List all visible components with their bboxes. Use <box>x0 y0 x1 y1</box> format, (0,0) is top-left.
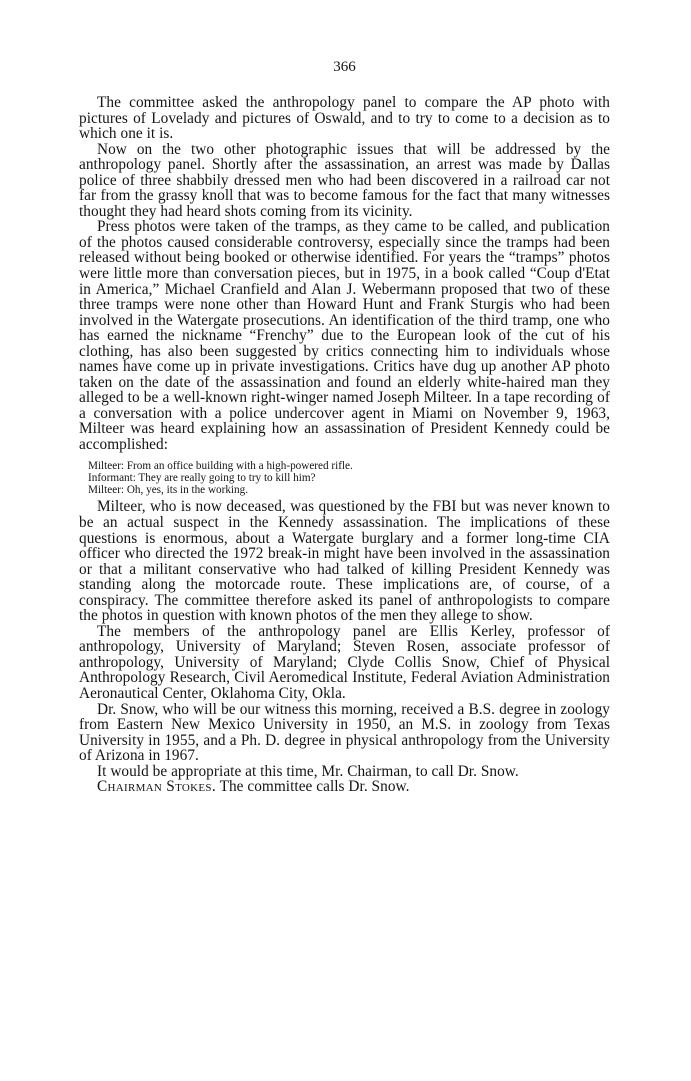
closing-text: The committee calls Dr. Snow. <box>215 778 410 796</box>
closing-statement <box>79 779 610 795</box>
speaker-name: Chairman Stokes. <box>97 778 216 796</box>
paragraph: Dr. Snow, who will be our witness this morning, received a B.S. degree in zoology from Eastern New Mexico University in 1950, an M.S. in zoology from Texas University in 1955, and a Ph. D. degree in physical anthropology from the University of Arizona in 1967. <box>79 700 610 765</box>
document-page <box>79 58 610 795</box>
paragraph: The members of the anthropology panel are Ellis Kerley, professor of anthropology, University of Maryland; Steven Rosen, associate professor of anthropology, University of Maryland; Clyde Collis Snow, Chief of Physical Anthropology Research, Civil Aeromedical Institute, Federal Aviation Administration Aeronautical Center, Oklahoma City, Okla. <box>79 622 610 703</box>
tape-transcript-excerpt <box>79 460 610 497</box>
paragraph: Milteer, who is now deceased, was questioned by the FBI but was never known to be an actual suspect in the Kennedy assassination. The implications of these questions is enormous, about a Watergate burglary and a former long-time CIA officer who directed the 1972 break-in might have been involved in the assassination or that a militant conservative who had talked of killing President Kennedy was standing along the motorcade route. These implications are, of course, of a conspiracy. The committee therefore asked its panel of anthropologists to compare the photos in question with known photos of the men they allege to show. <box>79 498 610 625</box>
transcript-line: Milteer: From an office building with a high-powered rifle. <box>88 459 353 472</box>
paragraph: It would be appropriate at this time, Mr. Chairman, to call Dr. Snow. <box>97 762 519 780</box>
paragraph: The committee asked the anthropology panel to compare the AP photo with pictures of Lovelady and pictures of Oswald, and to try to come to a decision as to which one it is. <box>79 94 610 143</box>
page-number: 366 <box>333 59 356 75</box>
paragraph: Press photos were taken of the tramps, as they came to be called, and publication of the photos caused considerable controversy, especially since the tramps had been released without being booked or otherwise identified. For years the “tramps” photos were little more than conversation pieces, but in 1975, in a book called “Coup d'Etat in America,” Michael Cranfield and Alan J. Webermann proposed that two of these three tramps were none other than Howard Hunt and Frank Sturgis who had been involved in the Watergate prosecutions. An identification of the third tramp, one who has earned the nickname “Frenchy” due to the European look of the cut of his clothing, has also been suggested by critics connecting him to individuals whose names have come up in private investigations. Critics have dug up another AP photo taken on the date of the assassination and found an elderly white-haired man they alleged to be a well-known right-winger named Joseph Milteer. In a tape recording of a conversation with a police undercover agent in Miami on November 9, 1963, Milteer was heard explaining how an assassination of President Kennedy could be accomplished: <box>79 218 610 454</box>
transcript-line: Milteer: Oh, yes, its in the working. <box>88 484 249 497</box>
transcript-line: Informant: They are really going to try to kill him? <box>88 471 316 484</box>
paragraph: Now on the two other photographic issues that will be addressed by the anthropology panel. Shortly after the assassination, an arrest was made by Dallas police of three shabbily dressed men who had been discovered in a railroad car not far from the grassy knoll that was to become famous for the fact that many witnesses thought they had heard shots coming from its vicinity. <box>79 140 610 220</box>
